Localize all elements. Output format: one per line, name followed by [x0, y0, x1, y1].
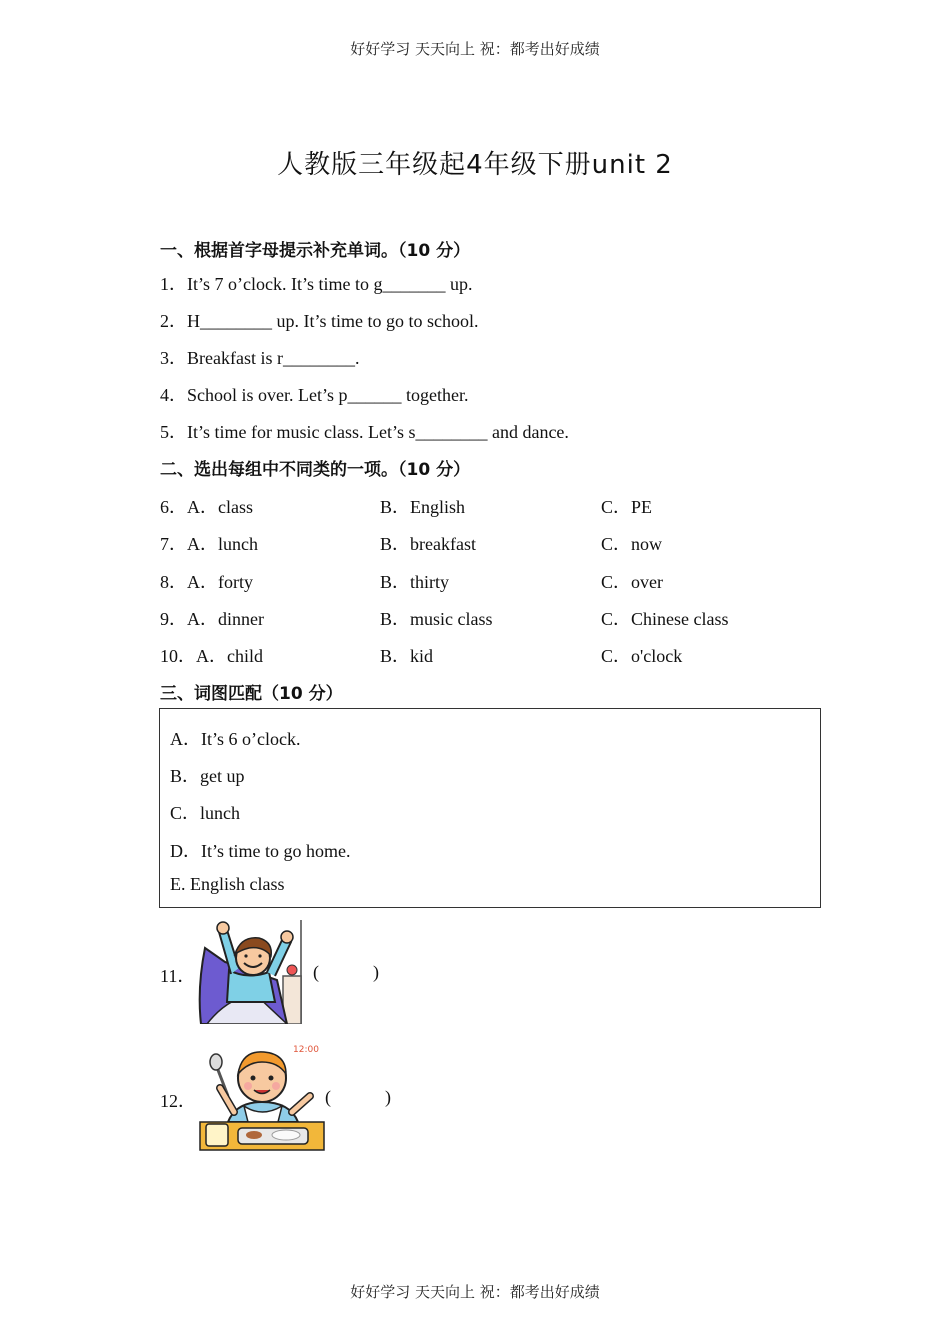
q10-option-a: 10．A．child	[160, 646, 263, 666]
q7-option-a: 7．A．lunch	[160, 534, 258, 554]
page-header: 好好学习 天天向上 祝：都考出好成绩	[350, 40, 600, 58]
question-11-number: 11．	[160, 966, 196, 986]
q8-option-a: 8．A．forty	[160, 572, 253, 592]
q8-option-c: C．over	[601, 572, 663, 592]
question-3: 3．Breakfast is r________.	[160, 348, 360, 368]
word-bank-item-b: B．get up	[170, 766, 245, 786]
q10-option-b: B．kid	[380, 646, 434, 666]
word-bank-item-c: C．lunch	[170, 803, 240, 823]
q10-option-c: C．o'clock	[601, 646, 683, 666]
q9-option-b: B．music class	[380, 609, 493, 629]
q8-option-b: B．thirty	[380, 572, 450, 592]
page-title: 人教版三年级起4年级下册unit 2	[277, 150, 673, 180]
answer-blank-12[interactable]: ( )	[325, 1087, 391, 1107]
clock-time-text: 12:00	[293, 1045, 319, 1055]
question-5: 5．It’s time for music class. Let’s s________ and dance.	[160, 422, 569, 442]
q7-option-c: C．now	[601, 534, 663, 554]
section3-heading: 三、词图匹配（10 分）	[160, 684, 343, 704]
page-footer: 好好学习 天天向上 祝：都考出好成绩	[350, 1283, 600, 1301]
q6-option-b: B．English	[380, 497, 466, 517]
q7-option-b: B．breakfast	[380, 534, 476, 554]
q9-option-a: 9．A．dinner	[160, 609, 264, 629]
word-bank-item-d: D．It’s time to go home.	[170, 841, 351, 861]
word-bank-item-e: E. English class	[170, 874, 285, 894]
section1-heading: 一、根据首字母提示补充单词。（10 分）	[160, 241, 471, 261]
question-4: 4．School is over. Let’s p______ together.	[160, 385, 469, 405]
answer-blank-11[interactable]: ( )	[313, 962, 379, 982]
question-12-number: 12．	[160, 1091, 196, 1111]
q6-option-c: C．PE	[601, 497, 653, 517]
question-1: 1．It’s 7 o’clock. It’s time to g_______ up.	[160, 274, 473, 294]
lunch-illustration	[198, 1042, 326, 1152]
wake-up-illustration	[197, 918, 305, 1024]
q6-option-a: 6．A．class	[160, 497, 253, 517]
section2-heading: 二、选出每组中不同类的一项。（10 分）	[160, 460, 471, 480]
word-bank-box	[159, 708, 821, 908]
word-bank-item-a: A．It’s 6 o’clock.	[170, 729, 301, 749]
question-2: 2．H________ up. It’s time to go to school.	[160, 311, 479, 331]
q9-option-c: C．Chinese class	[601, 609, 729, 629]
